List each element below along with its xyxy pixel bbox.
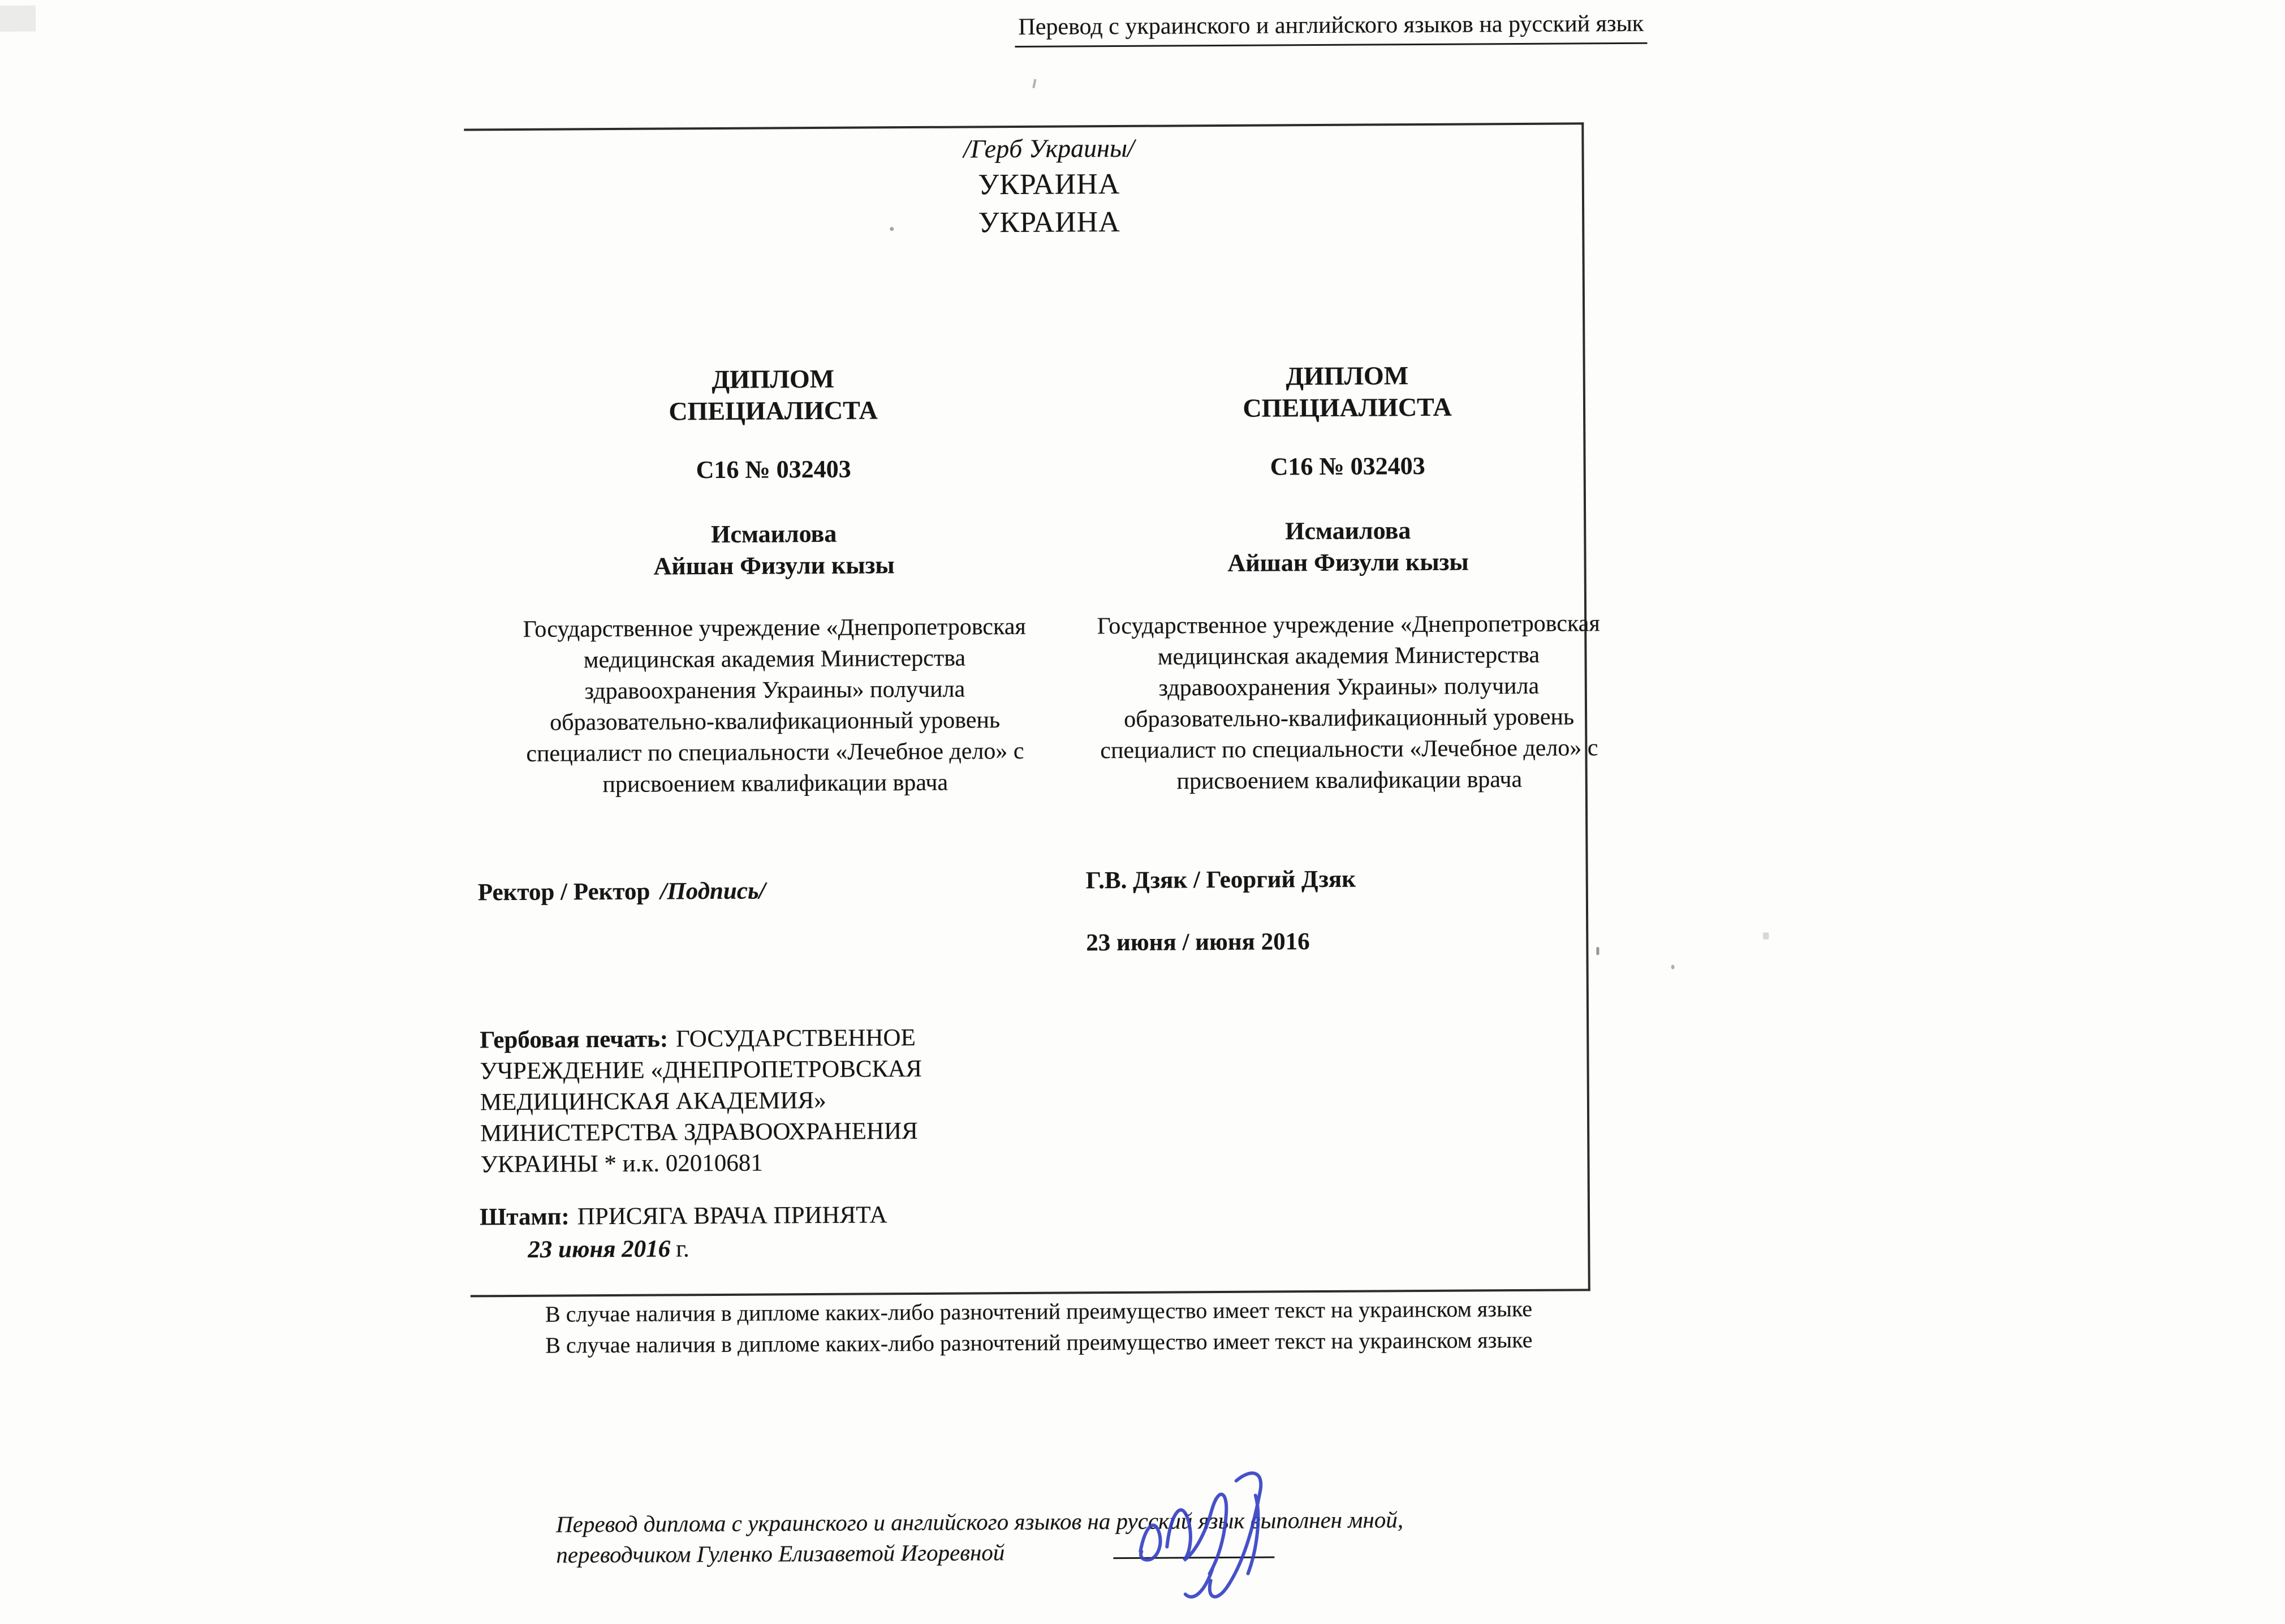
- diploma-title-line2: СПЕЦИАЛИСТА: [669, 395, 878, 426]
- stamp-text: ПРИСЯГА ВРАЧА ПРИНЯТА: [577, 1201, 887, 1230]
- rector-label: Ректор / Ректор: [477, 878, 650, 906]
- diploma-serial: С16 № 032403: [696, 455, 851, 484]
- translator-note-line-2: переводчиком Гуленко Елизаветой Игоревной: [556, 1539, 1005, 1568]
- scan-speck: [1596, 947, 1599, 955]
- disclaimer-line-1: В случае наличия в дипломе каких-либо разночтений преимущество имеет текст на украинском языке: [545, 1295, 1533, 1327]
- stamp-label: Штамп:: [479, 1203, 570, 1231]
- scan-speck: [890, 227, 894, 231]
- diploma-serial: С16 № 032403: [1270, 451, 1425, 481]
- diploma-title-line1: ДИПЛОМ: [712, 364, 835, 394]
- scan-artifact-corner: [0, 6, 36, 32]
- holder-surname: Исмаилова: [1285, 516, 1411, 545]
- translator-signature: [1067, 1461, 1362, 1610]
- holder-surname: Исмаилова: [711, 519, 837, 549]
- country-name-line1: УКРАИНА: [978, 167, 1120, 201]
- diploma-title-line2: СПЕЦИАЛИСТА: [1243, 392, 1452, 423]
- translator-note-line-1: Перевод диплома с украинского и английского языков на русский язык выполнен мной,: [555, 1506, 1404, 1537]
- emblem-block: [811, 132, 1287, 240]
- signature-placeholder: /Подпись/: [660, 877, 766, 905]
- translation-header-text: Перевод с украинского и английского языков на русский язык: [1015, 10, 1647, 48]
- diploma-column-right: [1093, 359, 1604, 798]
- seal-line-1-text: ГОСУДАРСТВЕННОЕ: [675, 1024, 916, 1053]
- translation-header: [901, 10, 1761, 48]
- diploma-body-text: Государственное учреждение «Днепропетровская медицинская академия Министерства здравоохранения Украины» получила образовательно-квалификационный уровень специалист по специальности «Лечебное дело» с присвоением квалификации врача: [523, 613, 1026, 798]
- holder-given-names: Айшан Физули кызы: [653, 551, 895, 580]
- stamp-line: [480, 1201, 887, 1231]
- seal-line-4: МИНИСТЕРСТВА ЗДРАВООХРАНЕНИЯ: [480, 1118, 918, 1147]
- country-name-line2: УКРАИНА: [978, 205, 1120, 239]
- diploma-column-left: [519, 362, 1030, 801]
- diploma-body-text: Государственное учреждение «Днепропетровская медицинская академия Министерства здравоохранения Украины» получила образовательно-квалификационный уровень специалист по специальности «Лечебное дело» с присвоением квалификации врача: [1097, 610, 1600, 795]
- stamp-date: 23 июня 2016: [528, 1235, 671, 1263]
- scan-speck: [1763, 933, 1769, 940]
- disclaimer-line-2: В случае наличия в дипломе каких-либо разночтений преимущество имеет текст на украинском языке: [545, 1326, 1533, 1358]
- stamp-date-line: [528, 1235, 689, 1264]
- issue-date-line: 23 июня / июня 2016: [1086, 928, 1310, 957]
- stamp-date-suffix: г.: [676, 1235, 689, 1263]
- emblem-note: /Герб Украины/: [963, 133, 1135, 163]
- rector-line: [478, 877, 766, 906]
- signer-name-line: Г.В. Дзяк / Георгий Дзяк: [1085, 865, 1356, 894]
- seal-line-1: [480, 1022, 922, 1056]
- seal-line-5: УКРАИНЫ * и.к. 02010681: [480, 1149, 763, 1178]
- seal-label: Гербовая печать:: [480, 1026, 669, 1054]
- seal-line-2: УЧРЕЖДЕНИЕ «ДНЕПРОПЕТРОВСКАЯ: [480, 1055, 922, 1085]
- seal-description: [480, 1022, 922, 1180]
- diploma-title-line1: ДИПЛОМ: [1286, 361, 1409, 391]
- scan-speck: [1671, 965, 1675, 970]
- seal-line-3: МЕДИЦИНСКАЯ АКАДЕМИЯ»: [480, 1087, 826, 1116]
- scan-speck: [1032, 79, 1036, 88]
- holder-given-names: Айшан Физули кызы: [1227, 548, 1469, 577]
